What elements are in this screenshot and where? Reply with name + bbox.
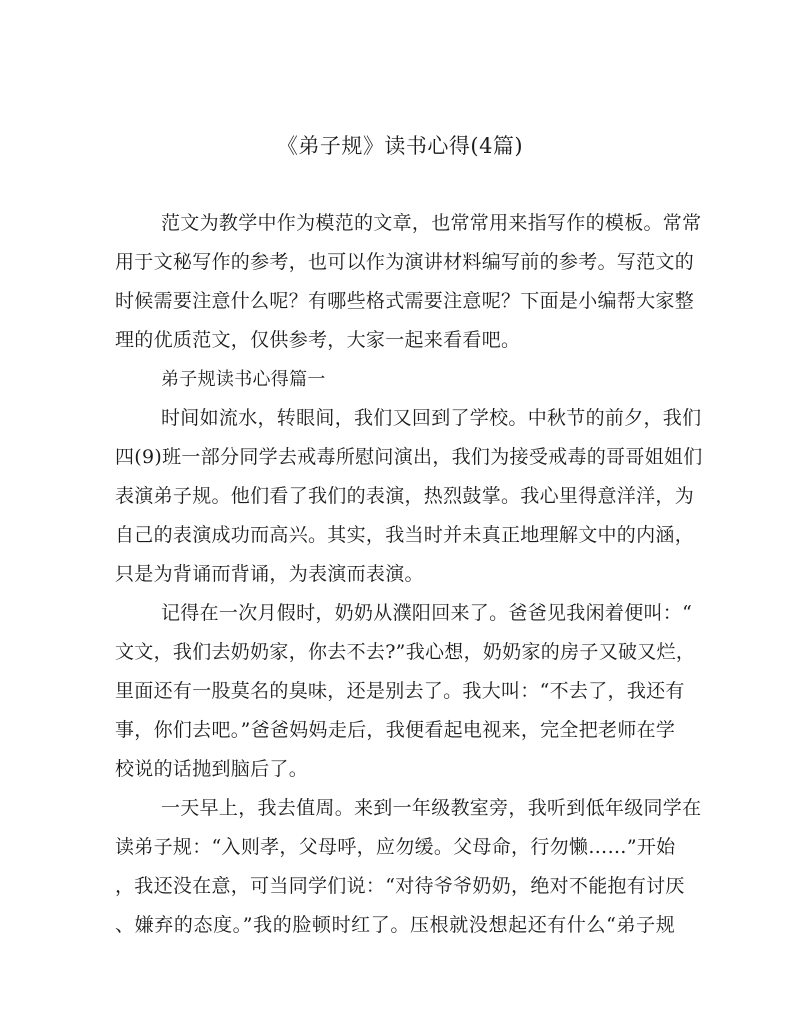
document-title: 《弟子规》读书心得(4篇) [276, 134, 524, 158]
text-line: 理的优质范文，仅供参考，大家一起来看看吧。 [115, 329, 521, 351]
text-line: 记得在一次月假时，奶奶从濮阳回来了。爸爸见我闲着便叫：“ [161, 602, 693, 624]
text-line: 、嫌弃的态度。”我的脸顿时红了。压根就没想起还有什么“弟子规 [115, 914, 675, 936]
text-line: 只是为背诵而背诵，为表演而表演。 [115, 563, 424, 585]
text-line: 表演弟子规。他们看了我们的表演，热烈鼓掌。我心里得意洋洋，为 [115, 485, 695, 507]
document-body [115, 204, 703, 945]
text-line: 四(9)班一部分同学去戒毒所慰问演出，我们为接受戒毒的哥哥姐姐们 [115, 446, 703, 468]
text-line: 时候需要注意什么呢？有哪些格式需要注意呢？下面是小编帮大家整 [115, 290, 695, 312]
text-line: 自己的表演成功而高兴。其实，我当时并未真正地理解文中的内涵， [115, 524, 695, 546]
text-line: 用于文秘写作的参考，也可以作为演讲材料编写前的参考。写范文的 [115, 251, 695, 273]
section-heading: 弟子规读书心得篇一 [161, 369, 326, 390]
text-line: 读弟子规：“入则孝，父母呼，应勿缓。父母命，行勿懒……”开始 [115, 836, 676, 858]
text-line: 范文为教学中作为模范的文章，也常常用来指写作的模板。常常 [161, 212, 702, 234]
text-line: 一天早上，我去值周。来到一年级教室旁，我听到低年级同学在 [161, 797, 702, 819]
text-line: ，我还没在意，可当同学们说：“对待爷爷奶奶，绝对不能抱有讨厌 [115, 875, 685, 897]
text-line: 事，你们去吧。”爸爸妈妈走后，我便看起电视来，完全把老师在学 [115, 719, 676, 741]
text-line: 校说的话抛到脑后了。 [115, 758, 309, 780]
text-line: 文文，我们去奶奶家，你去不去?”我心想，奶奶家的房子又破又烂， [115, 641, 696, 663]
text-line: 时间如流水，转眼间，我们又回到了学校。中秋节的前夕，我们 [161, 407, 702, 429]
text-line: 里面还有一股莫名的臭味，还是别去了。我大叫：“不去了，我还有 [115, 680, 685, 702]
